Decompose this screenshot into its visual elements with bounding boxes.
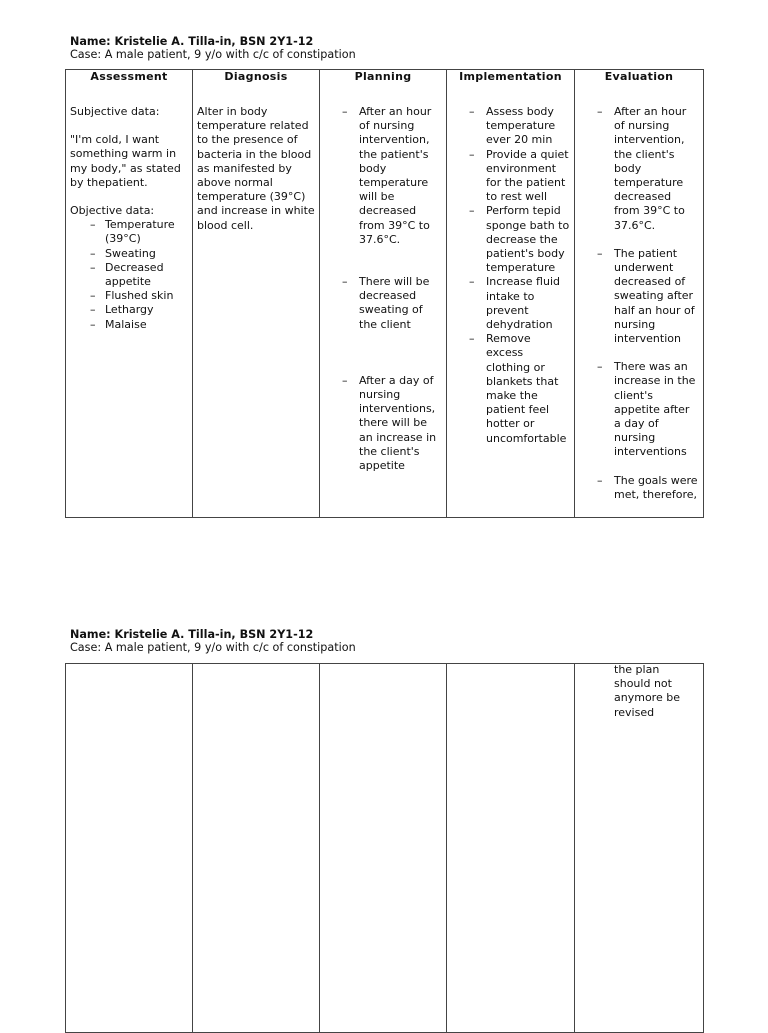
evaluation-cell xyxy=(575,664,704,1033)
list-item: – After an hour of nursing intervention, the patient's body temperature will be decreased from 39°C to 37.6°C. xyxy=(324,105,442,247)
implementation-cell xyxy=(447,664,575,1033)
column-header-planning: Planning xyxy=(320,70,447,91)
nursing-care-plan-table xyxy=(65,69,704,518)
student-name: Name: Kristelie A. Tilla-in, BSN 2Y1-12 xyxy=(70,35,314,48)
implementation-list xyxy=(451,105,570,446)
assessment-cell xyxy=(66,90,193,518)
page1-header xyxy=(70,35,356,61)
planning-list xyxy=(324,105,442,473)
diagnosis-cell xyxy=(193,90,320,518)
diagnosis-cell xyxy=(193,664,320,1033)
list-item: – Assess body temperature ever 20 min xyxy=(451,105,570,148)
list-item: – Remove excess clothing or blankets that make the patient feel hotter or uncomfortable xyxy=(451,332,570,446)
list-item: – Perform tepid sponge bath to decrease the patient's body temperature xyxy=(451,204,570,275)
page2-header xyxy=(70,628,356,654)
list-item: – Decreased appetite xyxy=(70,261,188,289)
subjective-label: Subjective data: xyxy=(70,105,160,118)
case-description: Case: A male patient, 9 y/o with c/c of constipation xyxy=(70,48,356,61)
column-header-diagnosis: Diagnosis xyxy=(193,70,320,91)
list-item: – Lethargy xyxy=(70,303,188,317)
evaluation-continued-text: the plan should not anymore be revised xyxy=(614,663,680,719)
list-item: – There will be decreased sweating of the client xyxy=(324,275,442,332)
list-item: – The goals were met, therefore, xyxy=(579,474,699,502)
planning-cell xyxy=(320,664,447,1033)
list-item: – There was an increase in the client's appetite after a day of nursing interventions xyxy=(579,360,699,459)
list-item: – After an hour of nursing intervention, the client's body temperature decreased from 39°C to 37.6°C. xyxy=(579,105,699,233)
list-item: – Provide a quiet environment for the patient to rest well xyxy=(451,148,570,205)
list-item: – After a day of nursing interventions, there will be an increase in the client's appetite xyxy=(324,374,442,473)
list-item: – The patient underwent decreased of sweating after half an hour of nursing intervention xyxy=(579,247,699,346)
list-item: – Sweating xyxy=(70,247,188,261)
evaluation-cell xyxy=(575,90,704,518)
objective-label: Objective data: xyxy=(70,204,155,218)
case-description: Case: A male patient, 9 y/o with c/c of constipation xyxy=(70,641,356,654)
column-header-implementation: Implementation xyxy=(447,70,575,91)
nursing-care-plan-table-continued xyxy=(65,663,704,1033)
objective-list xyxy=(70,218,188,332)
diagnosis-text: Alter in body temperature related to the presence of bacteria in the blood as manifested by above normal temperature (39°C) and increase in white blood cell. xyxy=(197,105,315,232)
assessment-cell xyxy=(66,664,193,1033)
subjective-text: "I'm cold, I want something warm in my body," as stated by thepatient. xyxy=(70,133,181,189)
implementation-cell xyxy=(447,90,575,518)
list-item: – Temperature (39°C) xyxy=(70,218,188,246)
list-item: – Flushed skin xyxy=(70,289,188,303)
list-item: – Increase fluid intake to prevent dehydration xyxy=(451,275,570,332)
column-header-evaluation: Evaluation xyxy=(575,70,704,91)
column-header-assessment: Assessment xyxy=(66,70,193,91)
student-name: Name: Kristelie A. Tilla-in, BSN 2Y1-12 xyxy=(70,628,314,641)
planning-cell xyxy=(320,90,447,518)
evaluation-list xyxy=(579,105,699,502)
list-item: – Malaise xyxy=(70,318,188,332)
